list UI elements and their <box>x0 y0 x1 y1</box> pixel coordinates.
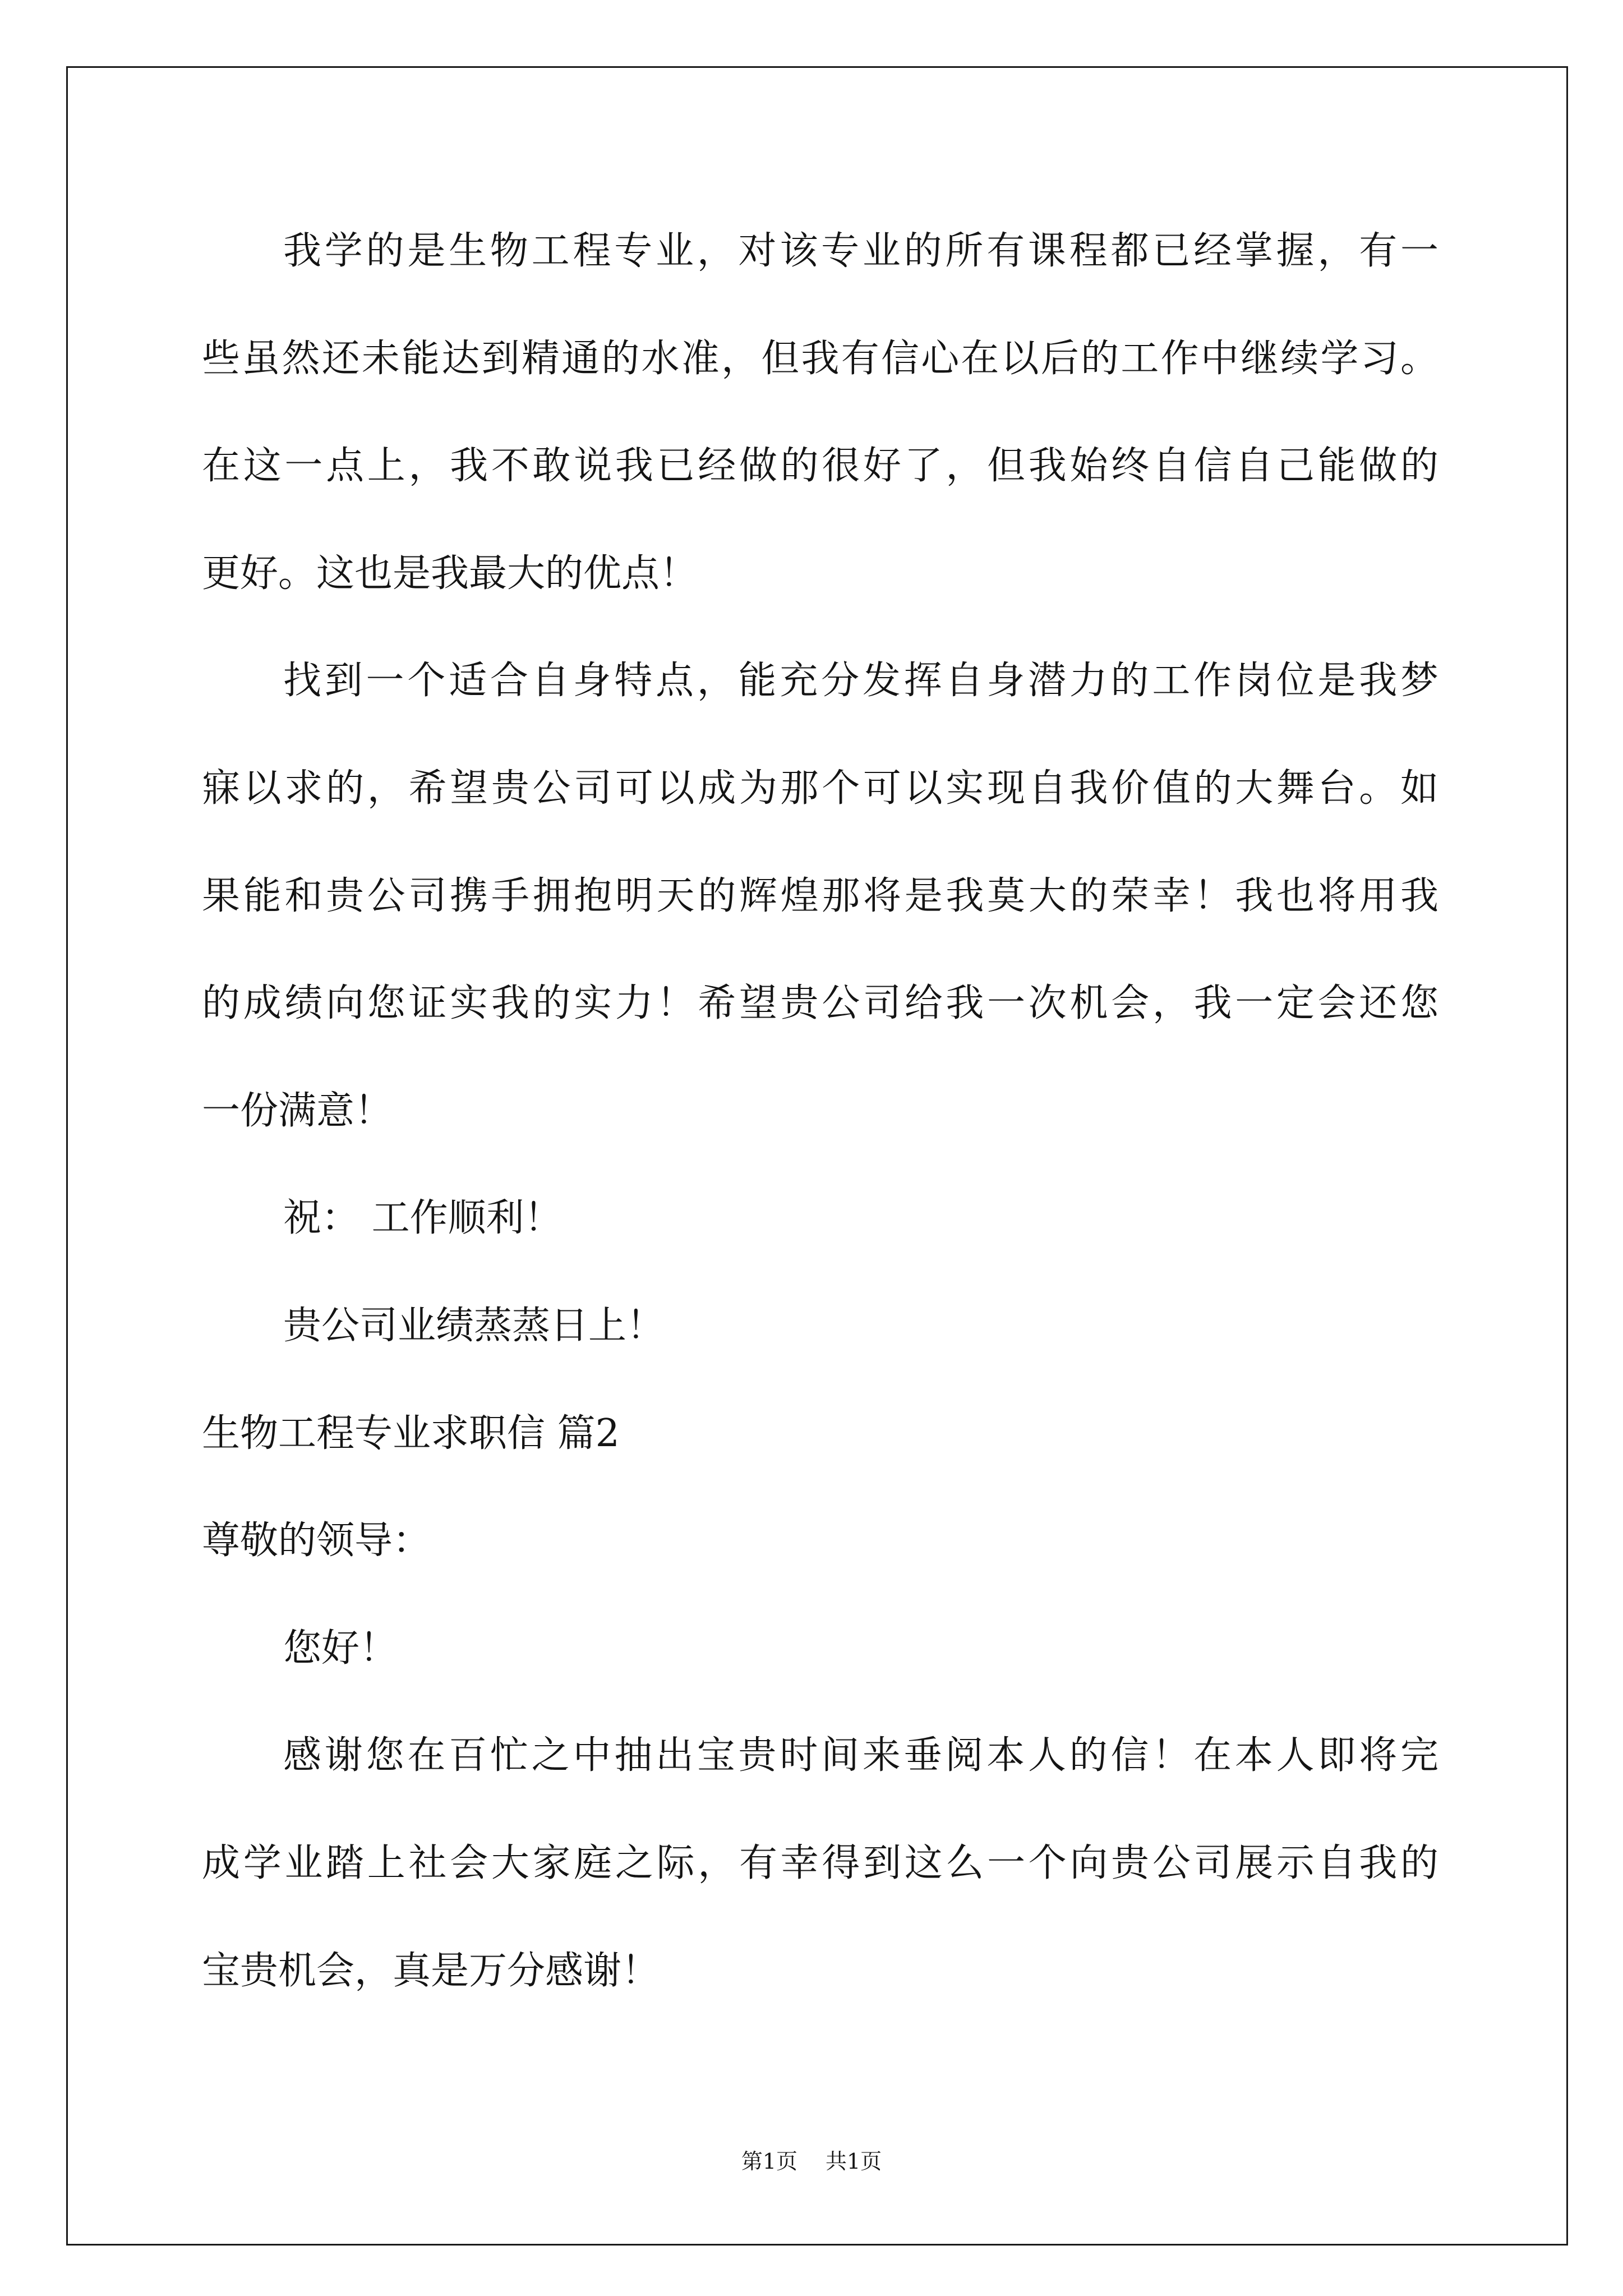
text-line: 更好。这也是我最大的优点！ <box>202 551 698 596</box>
page-total: 共1页 <box>826 2149 882 2174</box>
page-footer <box>0 2147 1623 2175</box>
text-line: 感谢您在百忙之中抽出宝贵时间来垂阅本人的信！在本人即将完 <box>283 1733 1438 1778</box>
greeting: 您好！ <box>283 1626 398 1671</box>
text-line: 找到一个适合自身特点，能充分发挥自身潜力的工作岗位是我梦 <box>283 659 1438 703</box>
text-line: 成学业踏上社会大家庭之际，有幸得到这么一个向贵公司展示自我的 <box>202 1841 1438 1885</box>
closing-wish <box>202 1165 1438 1272</box>
page-number: 第1页 <box>741 2149 797 2174</box>
text-line: 果能和贵公司携手拥抱明天的辉煌那将是我莫大的荣幸！我也将用我 <box>202 873 1438 918</box>
closing-wish <box>202 1272 1438 1380</box>
paragraph <box>202 627 1438 1165</box>
paragraph <box>202 197 1438 627</box>
text-line: 祝： 工作顺利！ <box>283 1196 562 1241</box>
text-line: 宝贵机会，真是万分感谢！ <box>202 1948 660 1993</box>
section-heading: 生物工程专业求职信 篇2 <box>202 1411 620 1456</box>
text-line: 的成绩向您证实我的实力！希望贵公司给我一次机会，我一定会还您 <box>202 981 1438 1026</box>
text-line: 一份满意！ <box>202 1088 393 1133</box>
text-line: 寐以求的，希望贵公司可以成为那个可以实现自我价值的大舞台。如 <box>202 766 1438 811</box>
text-line: 些虽然还未能达到精通的水准，但我有信心在以后的工作中继续学习。 <box>202 336 1438 381</box>
text-line: 我学的是生物工程专业，对该专业的所有课程都已经掌握，有一 <box>283 229 1438 273</box>
text-line: 贵公司业绩蒸蒸日上！ <box>283 1303 665 1348</box>
text-line: 在这一点上，我不敢说我已经做的很好了，但我始终自信自己能做的 <box>202 444 1438 489</box>
salutation: 尊敬的领导： <box>202 1519 431 1563</box>
document-body <box>202 197 1438 2024</box>
paragraph <box>202 1702 1438 2024</box>
